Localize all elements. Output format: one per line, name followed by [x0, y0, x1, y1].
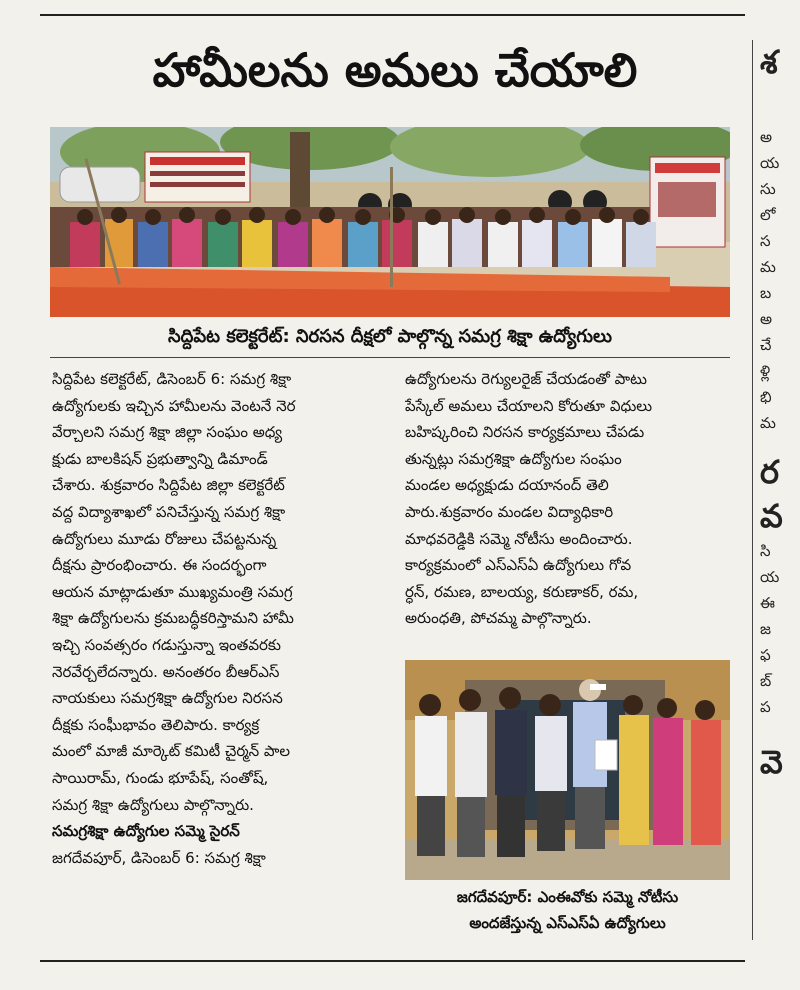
caption-line: అందజేస్తున్న ఎస్ఎస్ఏ ఉద్యోగులు — [469, 914, 666, 932]
adjacent-headline-fragment: వె — [760, 743, 783, 781]
fragment-line: భి — [760, 388, 772, 406]
adjacent-article-strip — [760, 40, 800, 980]
sub-headline: సమగ్రశిక్షా ఉద్యోగుల సమ్మె సైరన్ — [52, 822, 240, 841]
headline: హామీలను అమలు చేయాలి — [152, 43, 638, 97]
article-line: కార్యక్రమంలో ఎస్ఎస్ఏ ఉద్యోగులు గోవ — [405, 556, 632, 575]
fragment-line: సు — [760, 180, 776, 198]
adjacent-headline-fragment: వ — [760, 497, 783, 535]
fragment-line: స — [760, 232, 771, 250]
article-line: సాయిరామ్, గుండు భూపేష్, సంతోష్, — [52, 768, 269, 787]
article-line: దీక్షకు సంఘీభావం తెలిపారు. కార్యక్ర — [52, 715, 260, 734]
article-line: సమగ్ర శిక్షా ఉద్యోగులు పాల్గొన్నారు. — [52, 795, 254, 814]
article-line: తున్నట్లు సమగ్రశిక్షా ఉద్యోగుల సంఘం — [405, 449, 622, 468]
article-line: ఆయన మాట్లాడుతూ ముఖ్యమంత్రి సమగ్ర — [52, 582, 293, 601]
article-line: వద్ద విద్యాశాఖలో పనిచేస్తున్న సమగ్ర శిక్షా — [52, 502, 286, 521]
fragment-line: సి — [760, 542, 771, 560]
fragment-line: మ — [760, 258, 776, 276]
caption-line: జగదేవపూర్: ఎంఈవోకు సమ్మె నోటీసు — [456, 888, 679, 906]
article-line: దీక్షను ప్రారంభించారు. ఈ సందర్భంగా — [52, 556, 267, 575]
article-line: మాధవరెడ్డికి సమ్మె నోటీసు అందించారు. — [405, 529, 633, 548]
top-rule — [40, 14, 745, 16]
article-line: సిద్దిపేట కలెక్టరేట్, డిసెంబర్ 6: సమగ్ర శిక్షా — [52, 370, 292, 388]
article-line: పారు.శుక్రవారం మండల విద్యాధికారి — [405, 502, 614, 521]
article-line: ఇచ్చి సంవత్సరం గడుస్తున్నా ఇంతవరకు — [52, 635, 281, 654]
fragment-line: ళ్లి — [760, 362, 771, 380]
article-line: జగదేవపూర్, డిసెంబర్ 6: సమగ్ర శిక్షా — [52, 848, 266, 867]
article-line: మండల అధ్యక్షుడు దయానంద్ తెలి — [405, 476, 609, 495]
article-line: శిక్షా ఉద్యోగులను క్రమబద్ధీకరిస్తామని హామీ — [52, 609, 294, 628]
article-line: అరుంధతి, పోచమ్మ పాల్గొన్నారు. — [405, 609, 592, 628]
fragment-line: అ — [760, 128, 773, 146]
article-line: నాయకులు సమగ్రశిక్షా ఉద్యోగుల నిరసన — [52, 689, 283, 708]
article-line: ఉద్యోగులు మూడు రోజులు చేపట్టనున్న — [52, 529, 277, 548]
fragment-line: మ — [760, 414, 776, 432]
fragment-line: య — [760, 154, 780, 172]
article-line: ఉద్యోగులను రెగ్యులరైజ్ చేయడంతో పాటు — [405, 370, 647, 388]
article-column-2 — [405, 366, 730, 632]
fragment-line: లో — [760, 206, 776, 224]
protest-photo — [50, 127, 730, 317]
fragment-line: ఈ — [760, 594, 775, 612]
article-line: ఉద్యోగులకు ఇచ్చిన హామీలను వెంటనే నెర — [52, 396, 296, 415]
article-column-1 — [52, 366, 387, 871]
fragment-line: అ — [760, 310, 773, 328]
fragment-line: ప — [760, 698, 771, 716]
photo-caption: సిద్దిపేట కలెక్టరేట్: నిరసన దీక్షలో పాల్గొన్న సమగ్ర శిక్షా ఉద్యోగులు — [168, 326, 612, 347]
fragment-line: య — [760, 568, 780, 586]
bottom-rule — [40, 960, 745, 962]
article-line: చేశారు. శుక్రవారం సిద్దిపేట జిల్లా కలెక్టరేట్ — [52, 476, 285, 495]
adjacent-headline-fragment: శ — [760, 43, 778, 81]
fragment-line: ఫ — [760, 646, 771, 664]
article-line: నెరవేర్చలేదన్నారు. అనంతరం బీఆర్ఎస్ — [52, 662, 280, 681]
fragment-line: బ — [760, 284, 772, 302]
article-line: మంలో మాజీ మార్కెట్ కమిటీ చైర్మన్ పాల — [52, 742, 290, 761]
article-line: పేస్కేల్ అమలు చేయాలని కోరుతూ విధులు — [405, 396, 653, 415]
article-line: వేర్చాలని సమగ్ర శిక్షా జిల్లా సంఘం అధ్య — [52, 423, 283, 442]
notice-photo-caption — [405, 884, 730, 936]
notice-photo — [405, 660, 730, 880]
article-line: క్షుడు బాలకిషన్ ప్రభుత్వాన్ని డిమాండ్ — [52, 449, 268, 468]
article-line: బహిష్కరించి నిరసన కార్యక్రమాలు చేపడు — [405, 423, 645, 442]
fragment-line: బ్ — [760, 672, 772, 690]
article-line: ర్ధన్, రమణ, బాలయ్య, కరుణాకర్, రమ, — [405, 582, 639, 601]
fragment-line: చే — [760, 336, 772, 354]
column-divider — [752, 40, 753, 940]
fragment-line: జ — [760, 620, 771, 638]
caption-rule — [50, 357, 730, 358]
adjacent-headline-fragment: ర — [760, 453, 779, 491]
